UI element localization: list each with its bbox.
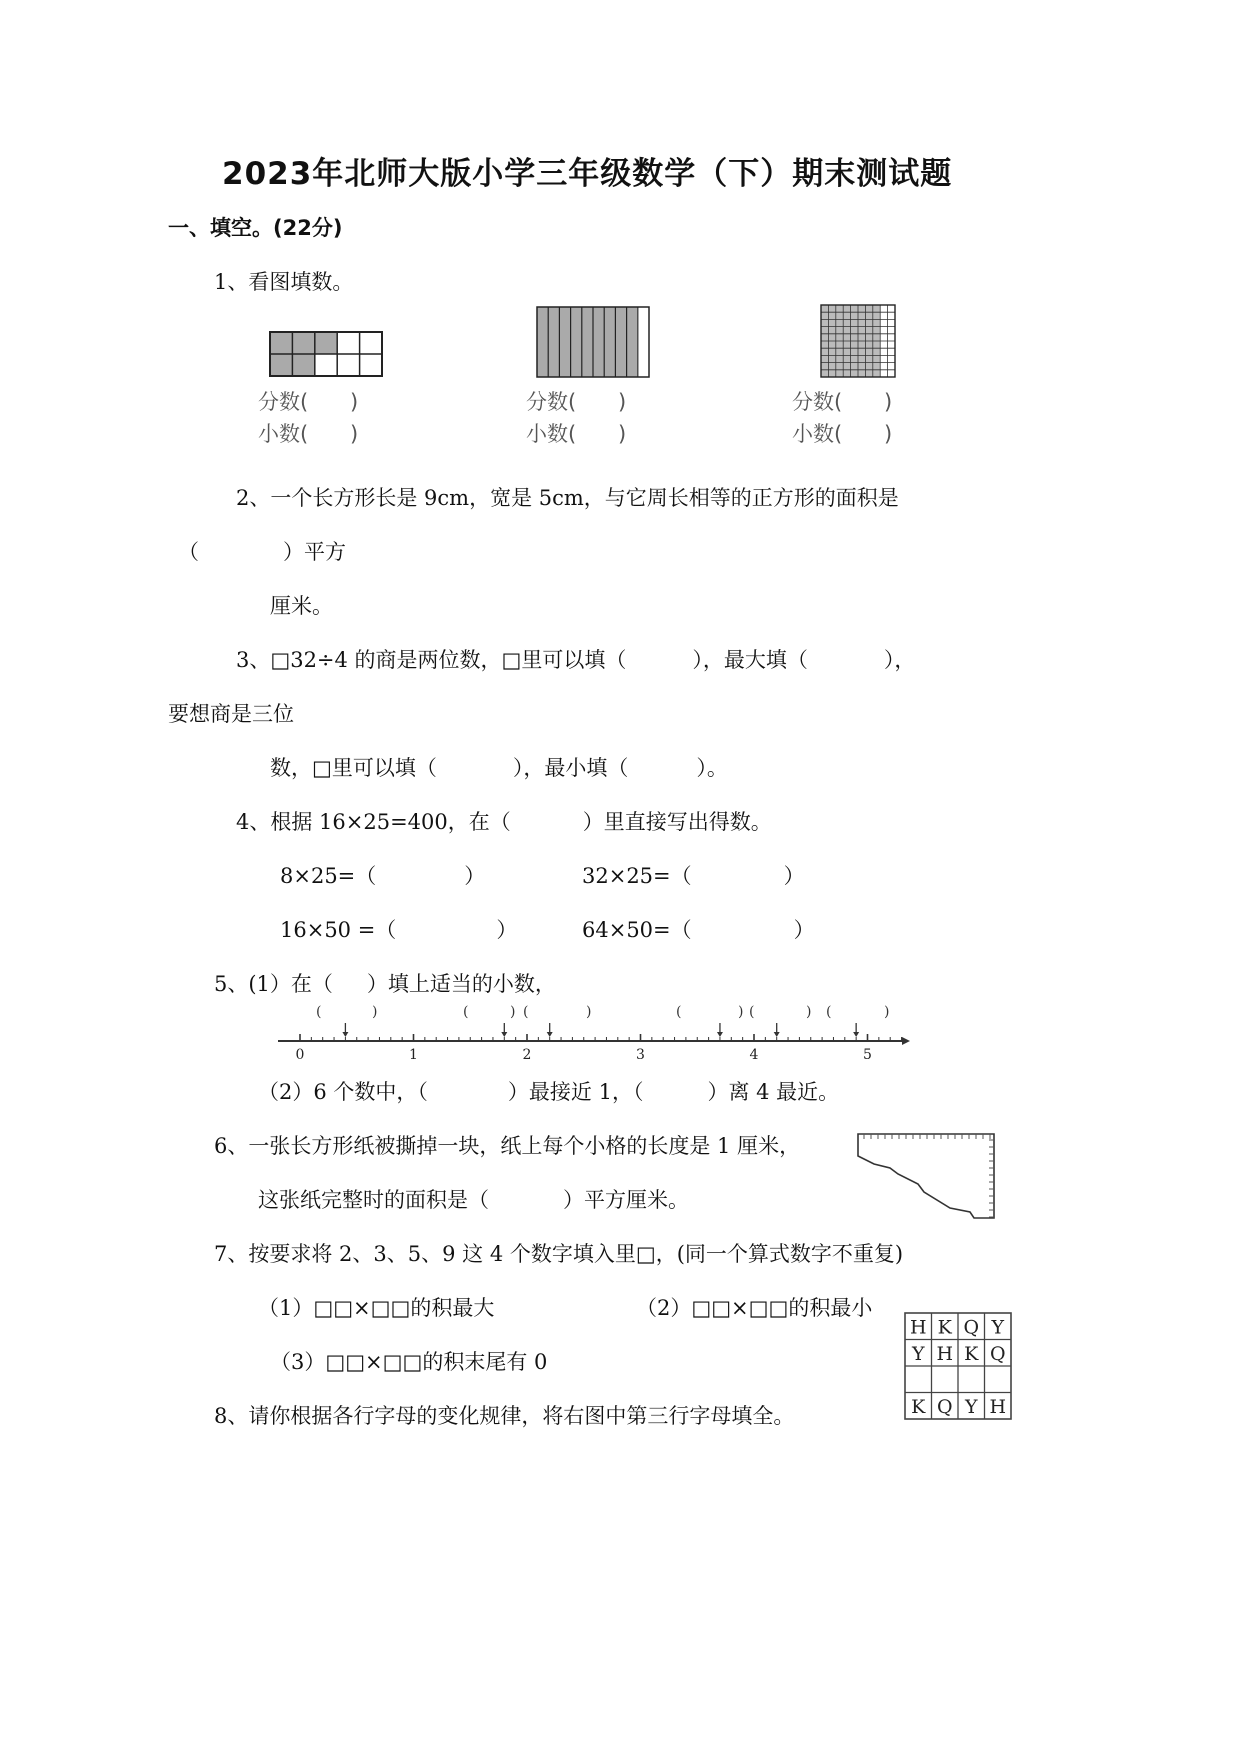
answer-paren-open: (: [523, 1004, 529, 1020]
grid-letter: H: [909, 1316, 927, 1339]
expr-8x25: 8×25=（ ）: [280, 864, 486, 888]
grid-letter: Y: [991, 1316, 1005, 1339]
question-6-cont: 这张纸完整时的面积是（ ）平方厘米。: [258, 1188, 689, 1212]
decimal-label-3: 小数( ): [792, 422, 893, 446]
tick-label-0: 0: [295, 1047, 305, 1063]
expr-64x50: 64×50=（ ）: [582, 918, 815, 942]
grid-letter: Q: [963, 1316, 980, 1339]
question-2: 2、一个长方形长是 9cm，宽是 5cm，与它周长相等的正方形的面积是: [236, 486, 899, 510]
expr-32x25: 32×25=（ ）: [582, 864, 805, 888]
answer-paren-open: (: [676, 1004, 682, 1020]
grid-letter: Y: [964, 1395, 978, 1418]
figure-strips-10: [536, 306, 650, 378]
answer-paren-open: (: [749, 1004, 755, 1020]
section-heading: 一、填空。(22分): [168, 216, 343, 240]
tick-label-5: 5: [863, 1047, 872, 1063]
answer-paren-open: (: [826, 1004, 832, 1020]
grid-letter: K: [964, 1342, 979, 1365]
answer-paren-open: (: [463, 1004, 469, 1020]
question-6: 6、一张长方形纸被撕掉一块，纸上每个小格的长度是 1 厘米，: [214, 1134, 801, 1158]
answer-paren-close: ): [738, 1004, 744, 1020]
question-2-cont2: 厘米。: [270, 594, 333, 618]
grid-letter: K: [911, 1395, 926, 1418]
expr-16x50: 16×50 =（ ）: [280, 918, 518, 942]
tick-label-1: 1: [409, 1047, 418, 1063]
question-2-cont: （ ）平方: [178, 540, 346, 564]
figure-grid-100: [820, 304, 896, 378]
fraction-label-2: 分数( ): [526, 390, 627, 414]
answer-paren-close: ): [884, 1004, 890, 1020]
question-3-cont: 要想商是三位: [168, 702, 294, 726]
question-3-cont2: 数，□里可以填（ ），最小填（ ）。: [270, 756, 728, 780]
fraction-label-3: 分数( ): [792, 390, 893, 414]
question-8: 8、请你根据各行字母的变化规律，将右图中第三行字母填全。: [214, 1404, 795, 1428]
question-7-part3: （3）□□×□□的积末尾有 0: [270, 1350, 548, 1374]
answer-paren-open: (: [316, 1004, 322, 1020]
tick-label-3: 3: [636, 1047, 645, 1063]
answer-paren-close: ): [372, 1004, 378, 1020]
question-7-part1: （1）□□×□□的积最大: [258, 1296, 495, 1320]
question-3: 3、□32÷4 的商是两位数，□里可以填（ ），最大填（ ），: [236, 648, 916, 672]
question-5-part2: （2）6 个数中，（ ）最接近 1，（ ）离 4 最近。: [258, 1080, 840, 1104]
page-title: 2023年北师大版小学三年级数学（下）期末测试题: [222, 156, 953, 192]
letter-grid: [904, 1312, 1012, 1420]
tick-label-4: 4: [749, 1047, 759, 1063]
tick-label-2: 2: [522, 1047, 532, 1063]
grid-letter: Y: [911, 1342, 925, 1365]
number-line: [276, 1000, 910, 1068]
question-4: 4、根据 16×25=400，在（ ）里直接写出得数。: [236, 810, 772, 834]
decimal-label-2: 小数( ): [526, 422, 627, 446]
question-7: 7、按要求将 2、3、5、9 这 4 个数字填入里□，(同一个算式数字不重复): [214, 1242, 904, 1266]
grid-letter: Q: [936, 1395, 953, 1418]
answer-paren-close: ): [806, 1004, 812, 1020]
grid-letter: K: [937, 1316, 952, 1339]
figure-grid-2x5: [268, 330, 384, 378]
grid-letter: H: [989, 1395, 1007, 1418]
question-7-part2: （2）□□×□□的积最小: [636, 1296, 873, 1320]
answer-paren-close: ): [586, 1004, 592, 1020]
decimal-label-1: 小数( ): [258, 422, 359, 446]
answer-paren-close: ): [510, 1004, 516, 1020]
question-1: 1、看图填数。: [214, 270, 354, 294]
grid-letter: H: [936, 1342, 954, 1365]
grid-letter: Q: [989, 1342, 1006, 1365]
torn-paper-figure: [854, 1128, 998, 1222]
question-5: 5、(1）在（ ）填上适当的小数，: [214, 972, 556, 996]
fraction-label-1: 分数( ): [258, 390, 359, 414]
